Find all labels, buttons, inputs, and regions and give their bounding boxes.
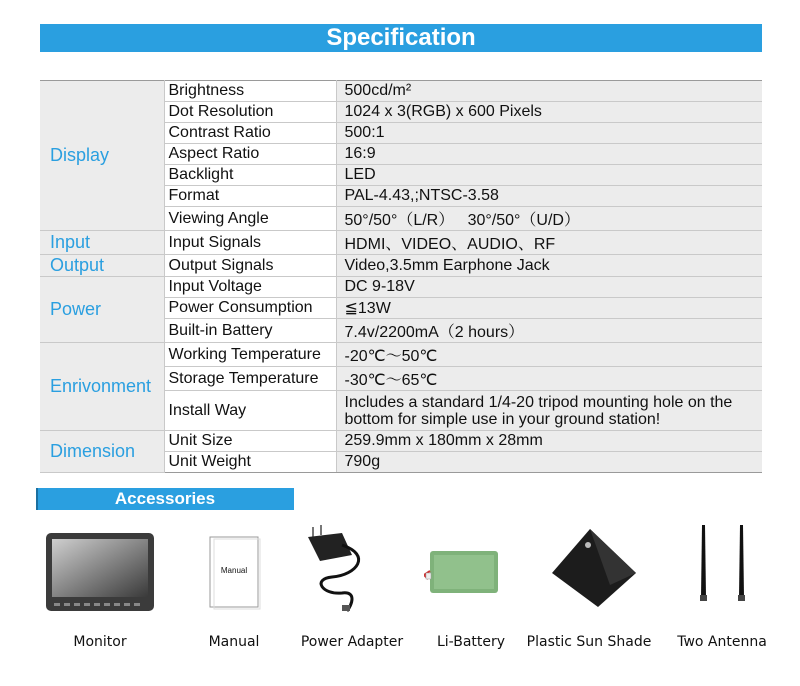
specification-banner xyxy=(40,24,762,52)
spec-value: 50°/50°（L/R） 30°/50°（U/D） xyxy=(336,207,762,231)
accessory-label-antenna: Two Antenna xyxy=(677,634,767,650)
manual-icon xyxy=(204,515,264,615)
table-row xyxy=(40,81,762,102)
spec-label: Install Way xyxy=(164,391,336,431)
spec-label: Unit Size xyxy=(164,431,336,452)
spec-value: Includes a standard 1/4-20 tripod mounting hole on the bottom for simple use in your ground station! xyxy=(336,391,762,431)
battery-icon xyxy=(424,515,504,615)
spec-value: PAL-4.43,;NTSC-3.58 xyxy=(336,186,762,207)
accessory-sunshade-image xyxy=(548,515,638,620)
accessories-title: Accessories xyxy=(114,489,216,508)
spec-label: Built-in Battery xyxy=(164,319,336,343)
spec-value: Video,3.5mm Earphone Jack xyxy=(336,255,762,277)
table-row xyxy=(40,255,762,277)
spec-label: Aspect Ratio xyxy=(164,144,336,165)
spec-value: 1024 x 3(RGB) x 600 Pixels xyxy=(336,102,762,123)
accessory-label-monitor: Monitor xyxy=(73,634,127,650)
specification-title: Specification xyxy=(326,24,476,51)
spec-value: 16:9 xyxy=(336,144,762,165)
spec-value: 500:1 xyxy=(336,123,762,144)
category-display: Display xyxy=(40,81,164,231)
category-input: Input xyxy=(40,231,164,255)
spec-label: Viewing Angle xyxy=(164,207,336,231)
table-row xyxy=(40,431,762,452)
spec-value: -20℃～50℃ xyxy=(336,343,762,367)
table-row xyxy=(40,277,762,298)
spec-label: Power Consumption xyxy=(164,298,336,319)
category-environment: Enrivonment xyxy=(40,343,164,431)
spec-value: 500cd/m² xyxy=(336,81,762,102)
accessory-label-manual: Manual xyxy=(208,634,260,650)
spec-label: Contrast Ratio xyxy=(164,123,336,144)
spec-value: 790g xyxy=(336,452,762,473)
accessory-monitor-image xyxy=(44,515,156,620)
spec-value: 259.9mm x 180mm x 28mm xyxy=(336,431,762,452)
accessory-manual-image xyxy=(204,515,264,620)
power-adapter-icon xyxy=(302,515,382,615)
spec-value: 7.4v/2200mA（2 hours） xyxy=(336,319,762,343)
accessory-label-sunshade: Plastic Sun Shade xyxy=(526,634,652,650)
spec-label: Input Signals xyxy=(164,231,336,255)
spec-label: Brightness xyxy=(164,81,336,102)
accessory-battery-image xyxy=(424,515,504,620)
manual-cover-text: Manual xyxy=(220,566,248,575)
table-row xyxy=(40,231,762,255)
accessories-banner xyxy=(36,488,294,510)
antenna-icon xyxy=(690,515,760,615)
spec-label: Output Signals xyxy=(164,255,336,277)
accessory-antenna-image xyxy=(690,515,760,620)
spec-label: Format xyxy=(164,186,336,207)
spec-label: Backlight xyxy=(164,165,336,186)
spec-value: DC 9-18V xyxy=(336,277,762,298)
spec-label: Unit Weight xyxy=(164,452,336,473)
sunshade-icon xyxy=(548,515,638,615)
spec-value: HDMI、VIDEO、AUDIO、RF xyxy=(336,231,762,255)
category-dimension: Dimension xyxy=(40,431,164,473)
table-row xyxy=(40,343,762,367)
accessory-power-adapter-image xyxy=(302,515,382,620)
spec-label: Input Voltage xyxy=(164,277,336,298)
spec-label: Dot Resolution xyxy=(164,102,336,123)
spec-value: LED xyxy=(336,165,762,186)
accessory-label-power-adapter: Power Adapter xyxy=(300,634,404,650)
spec-value: ≦13W xyxy=(336,298,762,319)
accessory-label-battery: Li-Battery xyxy=(436,634,506,650)
spec-label: Storage Temperature xyxy=(164,367,336,391)
category-output: Output xyxy=(40,255,164,277)
spec-label: Working Temperature xyxy=(164,343,336,367)
category-power: Power xyxy=(40,277,164,343)
spec-value: -30℃～65℃ xyxy=(336,367,762,391)
monitor-icon xyxy=(44,515,156,615)
specification-table xyxy=(40,80,762,473)
